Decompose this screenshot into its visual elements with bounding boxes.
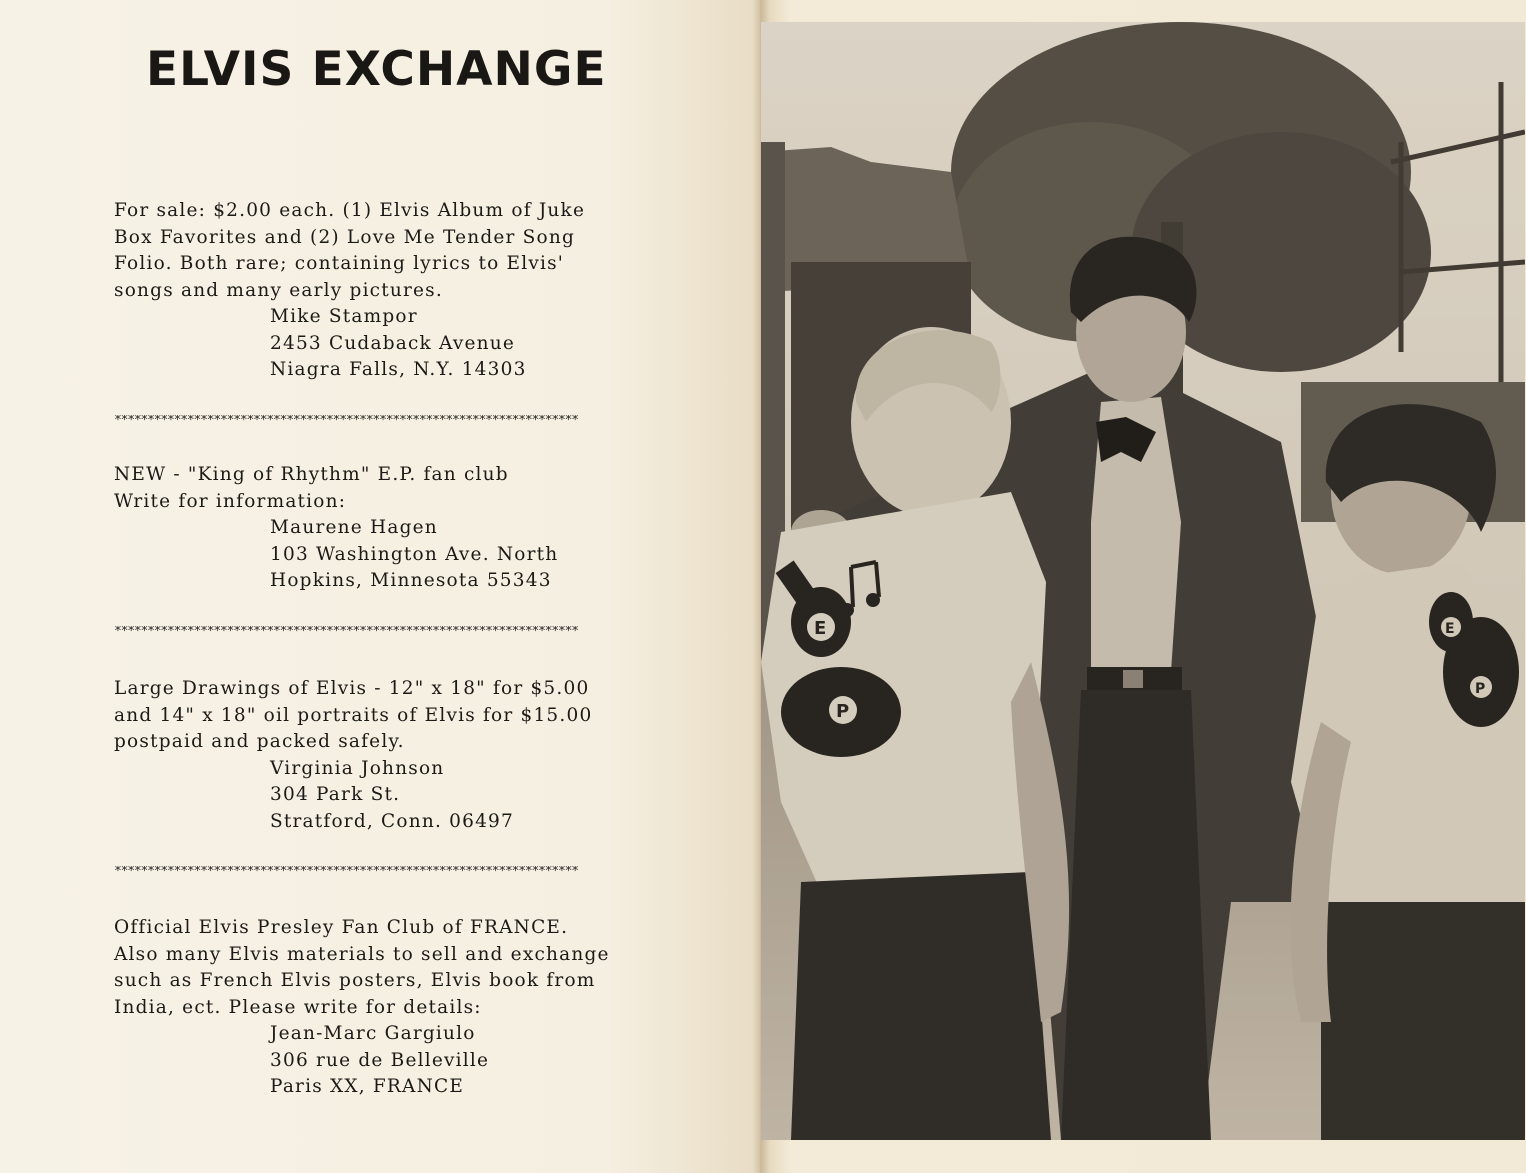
- address-city: Paris XX, FRANCE: [270, 1076, 465, 1097]
- asterisk-separator: **********************************************************************: [114, 866, 578, 878]
- address-city: Niagra Falls, N.Y. 14303: [270, 359, 527, 380]
- address-street: 306 rue de Belleville: [270, 1049, 490, 1071]
- address-street: 103 Washington Ave. North: [270, 543, 559, 565]
- ad-entry-3: [114, 676, 694, 835]
- ad-entry-4: [114, 915, 694, 1101]
- address-name: Maurene Hagen: [270, 517, 438, 538]
- ad-text-line: such as French Elvis posters, Elvis book from: [114, 970, 596, 991]
- photo-elvis-with-fans: [761, 22, 1525, 1140]
- ad-text-line: Write for information:: [114, 490, 347, 512]
- ad-text-line: For sale: $2.00 each. (1) Elvis Album of Juke: [114, 200, 586, 221]
- patch-letter-p: P: [836, 701, 850, 722]
- address-name: Virginia Johnson: [270, 757, 445, 779]
- ad-text-line: Also many Elvis materials to sell and exchange: [114, 943, 610, 965]
- photo-illustration: [761, 22, 1525, 1140]
- ad-text-line: India, ect. Please write for details:: [114, 996, 482, 1018]
- ad-entry-2: [114, 462, 694, 595]
- ad-text-line: Box Favorites and (2) Love Me Tender Song: [114, 226, 576, 248]
- asterisk-separator: **********************************************************************: [114, 415, 578, 427]
- ad-text-line: Large Drawings of Elvis - 12" x 18" for $5.00: [114, 678, 590, 699]
- address-name: Mike Stampor: [270, 306, 418, 327]
- address-street: 2453 Cudaback Avenue: [270, 332, 516, 354]
- address-street: 304 Park St.: [270, 784, 401, 805]
- address-city: Stratford, Conn. 06497: [270, 810, 514, 832]
- ad-text-line: Folio. Both rare; containing lyrics to Elvis': [114, 253, 565, 274]
- patch-letter-e: E: [814, 618, 827, 639]
- ad-text-line: Official Elvis Presley Fan Club of FRANCE.: [114, 917, 569, 938]
- ad-text-line: and 14" x 18" oil portraits of Elvis for $15.00: [114, 704, 593, 726]
- patch-letter-p-right: P: [1475, 681, 1486, 697]
- ad-text-line: songs and many early pictures.: [114, 279, 443, 301]
- ad-text-line: NEW - "King of Rhythm" E.P. fan club: [114, 464, 509, 485]
- asterisk-separator: **********************************************************************: [114, 626, 578, 638]
- page-title: ELVIS EXCHANGE: [146, 42, 607, 97]
- ad-text-line: postpaid and packed safely.: [114, 731, 405, 752]
- patch-letter-e-right: E: [1445, 621, 1455, 637]
- address-city: Hopkins, Minnesota 55343: [270, 570, 552, 591]
- address-name: Jean-Marc Gargiulo: [270, 1023, 476, 1044]
- ad-entry-1: [114, 198, 694, 384]
